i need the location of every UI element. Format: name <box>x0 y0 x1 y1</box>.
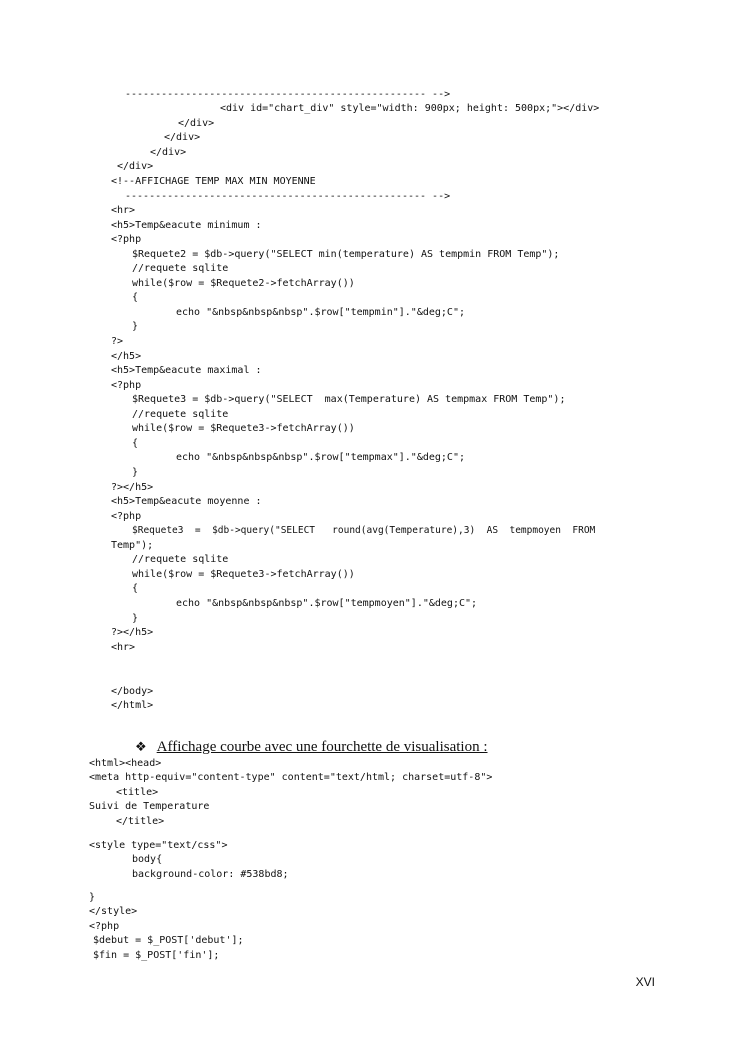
code-line: </div> <box>117 161 154 172</box>
code-line: $debut = $_POST['debut']; <box>93 935 244 946</box>
code-line: <style type="text/css"> <box>89 840 228 851</box>
code-line: while($row = $Requete3->fetchArray()) <box>132 423 355 434</box>
code-line: <?php <box>89 921 120 932</box>
code-line: { <box>132 438 139 449</box>
code-line: </title> <box>116 816 165 827</box>
code-line: ?> <box>111 336 124 347</box>
code-line: <h5>Temp&eacute moyenne : <box>111 496 262 507</box>
code-line: </div> <box>164 132 201 143</box>
code-line: <?php <box>111 234 142 245</box>
code-line: $fin = $_POST['fin']; <box>93 950 220 961</box>
code-line: <?php <box>111 380 142 391</box>
code-line: </html> <box>111 700 154 711</box>
section-heading <box>135 739 488 756</box>
code-line: background-color: #538bd8; <box>132 869 289 880</box>
code-line: ?></h5> <box>111 482 154 493</box>
code-line: <h5>Temp&eacute maximal : <box>111 365 262 376</box>
code-line: </body> <box>111 686 154 697</box>
code-line: echo "&nbsp&nbsp&nbsp".$row["tempmax"]."&deg;C"; <box>176 452 465 463</box>
code-line: Suivi de Temperature <box>89 801 210 812</box>
code-line: <!--AFFICHAGE TEMP MAX MIN MOYENNE <box>111 176 316 187</box>
code-line: Temp"); <box>111 540 154 551</box>
code-line: <html><head> <box>89 758 162 769</box>
code-line: } <box>132 467 139 478</box>
code-line: } <box>89 892 96 903</box>
code-line: //requete sqlite <box>132 263 229 274</box>
code-line: <hr> <box>111 642 136 653</box>
code-line: </div> <box>178 118 215 129</box>
diamond-bullet-icon: ❖ <box>135 739 147 754</box>
section-title: Affichage courbe avec une fourchette de visualisation : <box>156 739 488 755</box>
code-line: } <box>132 613 139 624</box>
code-line: ?></h5> <box>111 627 154 638</box>
code-line: <meta http-equiv="content-type" content="text/html; charset=utf-8"> <box>89 772 493 783</box>
code-line: $Requete2 = $db->query("SELECT min(temperature) AS tempmin FROM Temp"); <box>132 249 560 260</box>
code-line: <hr> <box>111 205 136 216</box>
code-line: echo "&nbsp&nbsp&nbsp".$row["tempmin"]."&deg;C"; <box>176 307 465 318</box>
code-line: <h5>Temp&eacute minimum : <box>111 220 262 231</box>
code-line: { <box>132 292 139 303</box>
code-line: body{ <box>132 854 163 865</box>
code-line: //requete sqlite <box>132 409 229 420</box>
code-line: echo "&nbsp&nbsp&nbsp".$row["tempmoyen"]."&deg;C"; <box>176 598 478 609</box>
code-line: <title> <box>116 787 159 798</box>
code-line: while($row = $Requete2->fetchArray()) <box>132 278 355 289</box>
code-line: <?php <box>111 511 142 522</box>
code-line: $Requete3 = $db->query("SELECT round(avg(Temperature),3) AS tempmoyen FROM <box>132 525 596 536</box>
page-number: XVI <box>635 975 655 989</box>
code-line: while($row = $Requete3->fetchArray()) <box>132 569 355 580</box>
code-line: { <box>132 583 139 594</box>
code-line: $Requete3 = $db->query("SELECT max(Temperature) AS tempmax FROM Temp"); <box>132 394 566 405</box>
code-line: </div> <box>150 147 187 158</box>
code-line: //requete sqlite <box>132 554 229 565</box>
code-line: } <box>132 321 139 332</box>
code-line: </style> <box>89 906 138 917</box>
code-line: -------------------------------------------------- --> <box>125 191 451 202</box>
code-line: <div id="chart_div" style="width: 900px; height: 500px;"></div> <box>220 103 600 114</box>
code-line: </h5> <box>111 351 142 362</box>
code-line: -------------------------------------------------- --> <box>125 89 451 100</box>
